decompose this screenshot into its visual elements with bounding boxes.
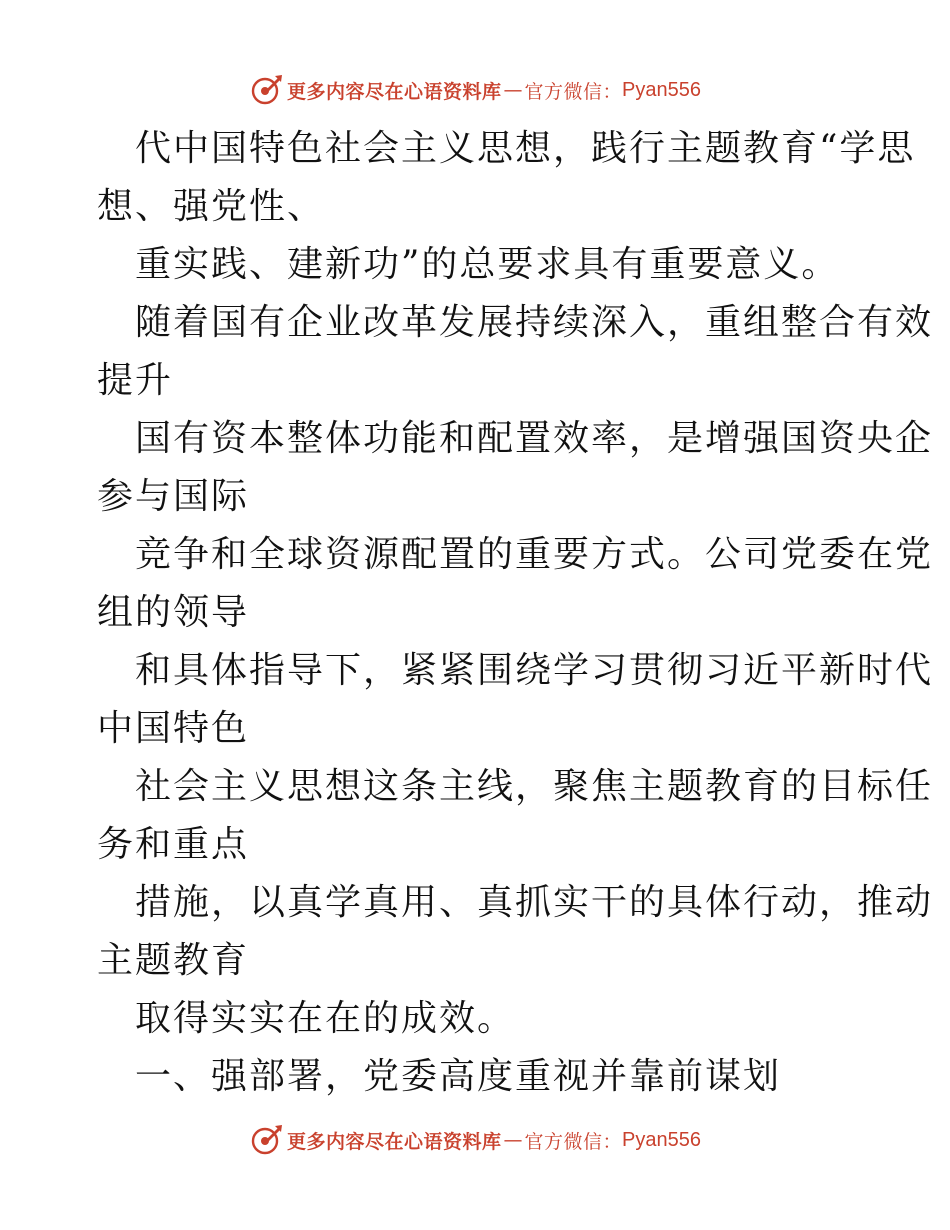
text-line: 措施，以真学真用、真抓实干的具体行动，推动 [135,882,934,923]
text-line: 取得实实在在的成效。 [135,998,516,1039]
quill-pen-logo-icon [249,73,283,107]
watermark-wechat-id: Pyan556 [622,78,701,101]
text-line: 务和重点 [97,824,250,865]
watermark-dash: — [503,1129,523,1151]
text-line: 重实践、建新功”的总要求具有重要意义。 [135,244,840,285]
text-line: 想、强党性、 [97,186,326,227]
watermark-wechat-label: 官方微信： [524,1130,623,1153]
watermark-wechat-label: 官方微信： [524,80,623,103]
text-line: 提升 [97,360,174,401]
text-line: 竞争和全球资源配置的重要方式。公司党委在党 [135,534,934,575]
text-line: 和具体指导下，紧紧围绕学习贯彻习近平新时代 [135,650,934,691]
quill-pen-logo-icon [249,1123,283,1157]
text-line: 中国特色 [97,708,250,749]
text-line: 主题教育 [97,940,250,981]
footer-watermark-banner [0,1120,950,1160]
watermark-brand-text: 更多内容尽在心语资料库 [287,80,502,103]
watermark-brand-text: 更多内容尽在心语资料库 [287,1130,502,1153]
watermark-dash: — [503,79,523,101]
text-line: 代中国特色社会主义思想，践行主题教育“学思 [135,128,916,169]
text-line: 参与国际 [97,476,250,517]
document-body [97,120,934,1106]
text-line: 国有资本整体功能和配置效率，是增强国资央企 [135,418,934,459]
text-line: 一、强部署，党委高度重视并靠前谋划 [135,1056,782,1097]
text-line: 随着国有企业改革发展持续深入，重组整合有效 [135,302,934,343]
header-watermark-banner [0,70,950,110]
text-line: 社会主义思想这条主线，聚焦主题教育的目标任 [135,766,934,807]
text-line: 组的领导 [97,592,250,633]
watermark-wechat-id: Pyan556 [622,1128,701,1151]
